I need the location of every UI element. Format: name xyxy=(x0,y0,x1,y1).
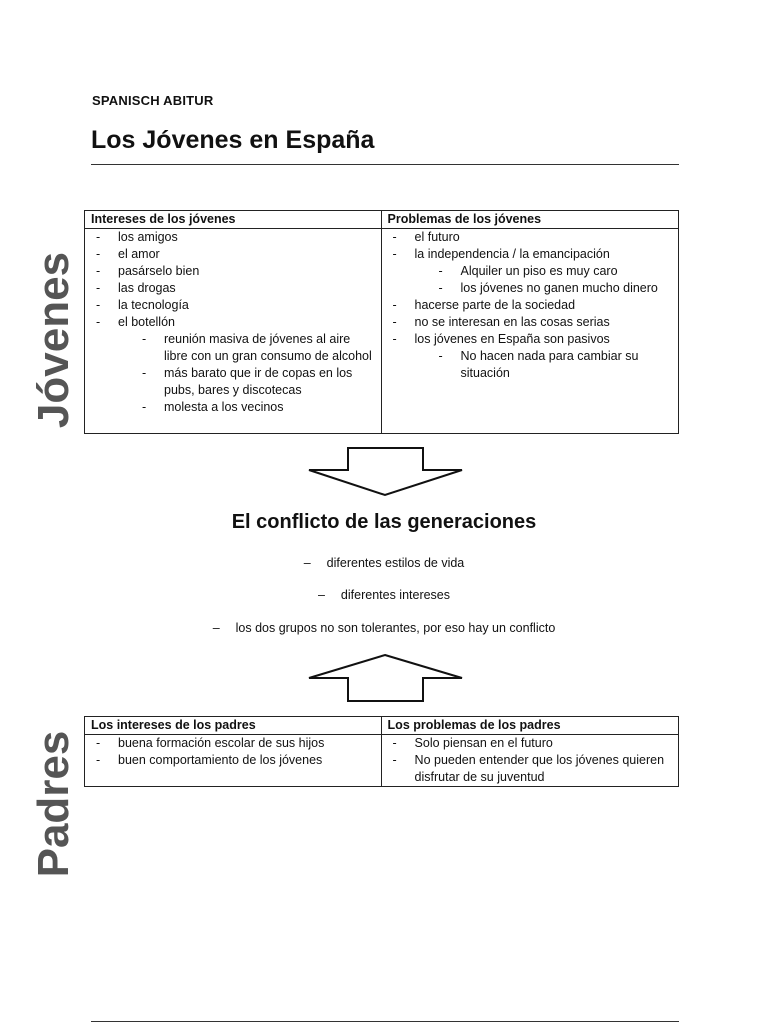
conflict-item-text: diferentes estilos de vida xyxy=(326,556,465,570)
subject-label: SPANISCH ABITUR xyxy=(92,93,214,108)
parents-problems-header: Los problemas de los padres xyxy=(381,717,678,735)
sub-list-item: - más barato que ir de copas en los pubs, bares y discotecas xyxy=(118,365,375,399)
youth-problems-cell xyxy=(381,229,678,434)
list-item-text: buen comportamiento de los jóvenes xyxy=(118,753,323,767)
sub-list-item: - molesta a los vecinos xyxy=(118,399,375,416)
conflict-item-text: los dos grupos no son tolerantes, por eso hay un conflicto xyxy=(235,621,556,635)
up-arrow-icon xyxy=(305,652,467,704)
side-label-parents: Padres xyxy=(29,730,78,878)
youth-problems-header: Problemas de los jóvenes xyxy=(381,211,678,229)
conflict-title: El conflicto de las generaciones xyxy=(231,511,537,533)
conflict-item-dash: – xyxy=(303,556,311,570)
youth-interests-header: Intereses de los jóvenes xyxy=(85,211,382,229)
side-label-youth: Jóvenes xyxy=(29,251,78,429)
list-item-text: los jóvenes en España son pasivos xyxy=(414,332,610,346)
list-item xyxy=(91,280,375,297)
parents-problems-list xyxy=(388,735,672,786)
list-item xyxy=(91,752,375,769)
conflict-item-text: diferentes intereses xyxy=(340,588,451,602)
sub-list xyxy=(415,263,672,297)
list-item-text: los amigos xyxy=(118,230,178,244)
sub-list-item: - los jóvenes no ganen mucho dinero xyxy=(415,280,672,297)
list-item xyxy=(388,229,672,246)
list-item xyxy=(388,297,672,314)
list-item xyxy=(91,263,375,280)
sub-list-item: - No hacen nada para cambiar su situación xyxy=(415,348,672,382)
list-item-text: la independencia / la emancipación xyxy=(414,247,610,261)
page-title: Los Jóvenes en España xyxy=(91,126,375,154)
list-item xyxy=(388,314,672,331)
sub-list xyxy=(415,348,672,382)
list-item-text: las drogas xyxy=(118,281,176,295)
youth-problems-list xyxy=(388,229,672,382)
parents-problems-cell xyxy=(381,735,678,787)
youth-interests-list xyxy=(91,229,375,416)
list-item xyxy=(91,314,375,416)
list-item xyxy=(388,735,672,752)
down-arrow-icon xyxy=(305,446,467,498)
youth-table xyxy=(84,210,679,434)
list-item-text: el botellón xyxy=(118,315,175,329)
list-item-text: Solo piensan en el futuro xyxy=(414,736,553,750)
conflict-item xyxy=(0,556,768,570)
parents-interests-cell xyxy=(85,735,382,787)
parents-interests-header: Los intereses de los padres xyxy=(85,717,382,735)
youth-interests-cell xyxy=(85,229,382,434)
sub-list-item: - reunión masiva de jóvenes al aire libre con un gran consumo de alcohol xyxy=(118,331,375,365)
list-item-text: el futuro xyxy=(414,230,460,244)
list-item xyxy=(91,297,375,314)
parents-interests-list xyxy=(91,735,375,769)
list-item xyxy=(91,229,375,246)
conflict-item-dash: – xyxy=(317,588,325,602)
list-item-text: el amor xyxy=(118,247,160,261)
list-item-text: buena formación escolar de sus hijos xyxy=(118,736,325,750)
list-item xyxy=(388,331,672,382)
footer-divider xyxy=(91,1021,679,1022)
conflict-item xyxy=(0,621,768,635)
list-item-text: No pueden entender que los jóvenes quieren disfrutar de su juventud xyxy=(414,753,665,784)
conflict-item-dash: – xyxy=(212,621,220,635)
list-item xyxy=(388,752,672,786)
parents-table xyxy=(84,716,679,787)
sub-list xyxy=(118,331,375,416)
conflict-item xyxy=(0,588,768,602)
list-item-text: pasárselo bien xyxy=(118,264,200,278)
list-item-text: no se interesan en las cosas serias xyxy=(414,315,610,329)
list-item xyxy=(91,735,375,752)
list-item xyxy=(91,246,375,263)
list-item-text: hacerse parte de la sociedad xyxy=(414,298,576,312)
sub-list-item: - Alquiler un piso es muy caro xyxy=(415,263,672,280)
title-divider xyxy=(91,164,679,165)
list-item xyxy=(388,246,672,297)
list-item-text: la tecnología xyxy=(118,298,189,312)
